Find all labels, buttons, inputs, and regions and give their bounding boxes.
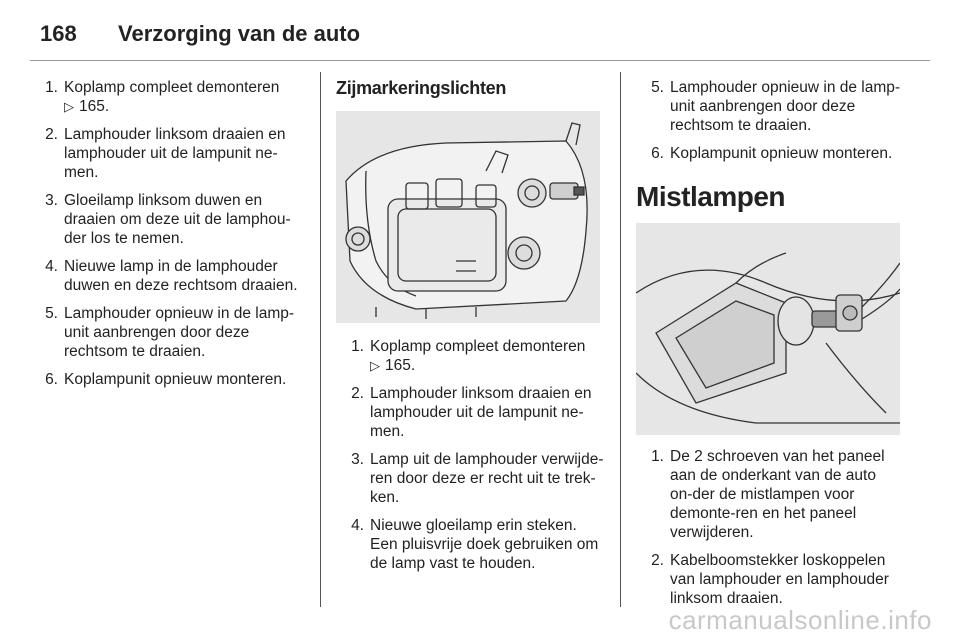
list-item: 1. Koplamp compleet demonteren ▷ 165. <box>336 337 604 375</box>
fog-lamp-illustration <box>636 223 900 435</box>
header-divider <box>30 60 930 61</box>
list-item: 5. Lamphouder opnieuw in de lamp-unit aanbrengen door deze rechtsom te draaien. <box>45 305 295 360</box>
column-1 <box>30 78 302 398</box>
watermark: carmanualsonline.info <box>668 605 932 635</box>
arrow-triangle-icon: ▷ <box>370 358 380 373</box>
headlamp-unit-illustration <box>336 111 600 323</box>
list-item: 3. Lamp uit de lamphouder verwijde-ren door deze er recht uit te trek-ken. <box>351 451 604 506</box>
steps-list <box>636 78 902 163</box>
list-item: 6. Koplampunit opnieuw monteren. <box>45 371 287 388</box>
list-item: 5. Lamphouder opnieuw in de lamp-unit aanbrengen door deze rechtsom te draaien. <box>651 79 901 134</box>
list-item: 2. Lamphouder linksom draaien en lamphouder uit de lampunit ne-men. <box>45 126 286 181</box>
list-item: 4. Nieuwe gloeilamp erin steken. Een pluisvrije doek gebruiken om de lamp vast te houden. <box>351 517 599 572</box>
steps-list <box>30 78 302 389</box>
page-header <box>40 16 360 52</box>
list-item: 3. Gloeilamp linksom duwen en draaien om deze uit de lamphou-der los te nemen. <box>45 192 291 247</box>
list-item: 2. Kabelboomstekker loskoppelen van lamphouder en lamphouder linksom draaien. <box>651 552 889 607</box>
column-3 <box>636 78 902 617</box>
list-item: 4. Nieuwe lamp in de lamphouder duwen en deze rechtsom draaien. <box>45 258 298 294</box>
list-item: 1. Koplamp compleet demonteren ▷ 165. <box>30 78 302 116</box>
page-reference[interactable]: ▷ 165. <box>64 98 110 115</box>
column-divider-1 <box>320 72 321 607</box>
list-item: 2. Lamphouder linksom draaien en lamphouder uit de lampunit ne-men. <box>351 385 592 440</box>
steps-list <box>336 337 604 573</box>
page-reference[interactable]: ▷ 165. <box>370 357 416 374</box>
steps-list <box>636 447 902 608</box>
section-title: Zijmarkeringslichten <box>336 78 507 98</box>
page-title: Verzorging van de auto <box>118 21 361 46</box>
column-2 <box>336 78 604 582</box>
section-title: Mistlampen <box>636 181 786 212</box>
page-number: 168 <box>40 21 77 46</box>
arrow-triangle-icon: ▷ <box>64 99 74 114</box>
column-divider-2 <box>620 72 621 607</box>
list-item: 1. De 2 schroeven van het paneel aan de onderkant van de auto on-der de mistlampen voor demonte-ren en het paneel verwijderen. <box>651 448 885 541</box>
list-item: 6. Koplampunit opnieuw monteren. <box>651 145 893 162</box>
